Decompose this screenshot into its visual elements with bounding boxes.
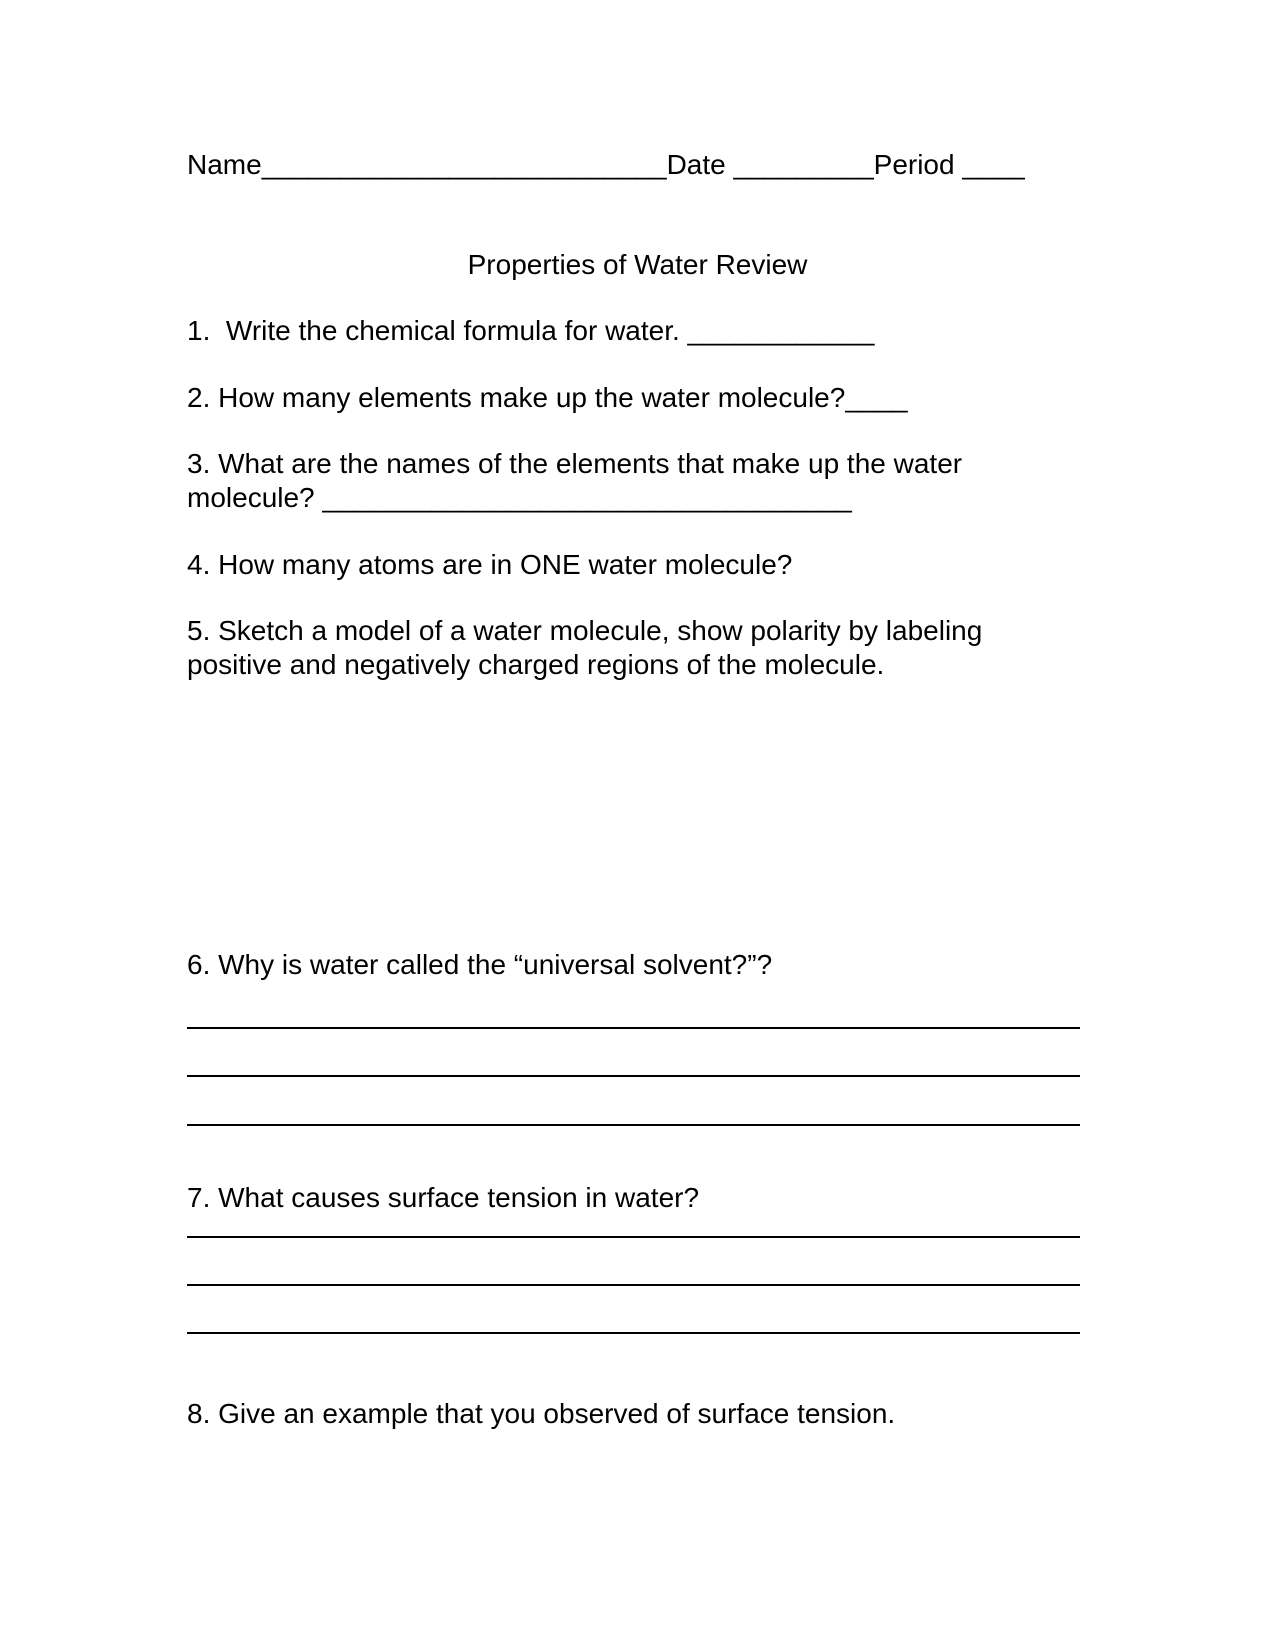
question-8: 8. Give an example that you observed of surface tension. <box>187 1398 896 1429</box>
question-3-line-2: molecule? __________________________________ <box>187 482 852 513</box>
header-name-date-period: Name__________________________Date _________Period ____ <box>187 149 1025 180</box>
sketch-answer-area[interactable] <box>187 700 1080 940</box>
question-5-line-2: positive and negatively charged regions of the molecule. <box>187 649 885 680</box>
answer-line-6a[interactable] <box>187 1027 1080 1029</box>
answer-line-6c[interactable] <box>187 1124 1080 1126</box>
question-4: 4. How many atoms are in ONE water molecule? <box>187 549 793 580</box>
question-6: 6. Why is water called the “universal solvent?”? <box>187 949 773 980</box>
question-7: 7. What causes surface tension in water? <box>187 1182 700 1213</box>
question-5-line-1: 5. Sketch a model of a water molecule, show polarity by labeling <box>187 615 983 646</box>
answer-line-7a[interactable] <box>187 1236 1080 1238</box>
answer-line-7b[interactable] <box>187 1284 1080 1286</box>
page-title: Properties of Water Review <box>467 249 808 280</box>
question-3-line-1: 3. What are the names of the elements that make up the water <box>187 448 963 479</box>
question-1: 1. Write the chemical formula for water. ____________ <box>187 315 875 346</box>
answer-line-6b[interactable] <box>187 1075 1080 1077</box>
question-2: 2. How many elements make up the water molecule?____ <box>187 382 908 413</box>
answer-line-7c[interactable] <box>187 1332 1080 1334</box>
